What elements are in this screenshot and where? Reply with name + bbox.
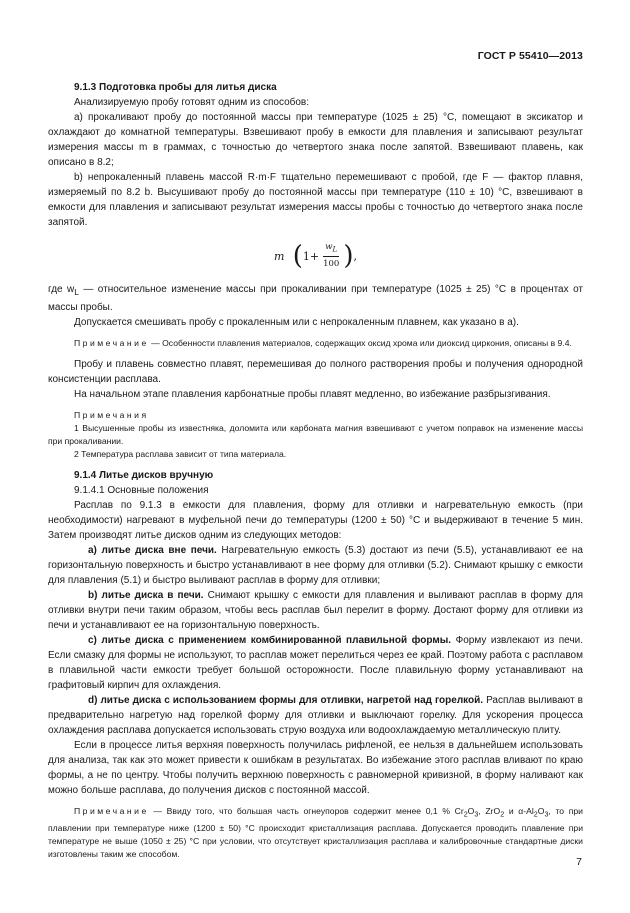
paragraph: На начальном этапе плавления карбонатные пробы плавят медленно, во избежание разбрызгивания. [74, 389, 551, 400]
paragraph: где $w_L$ — относительное изменение массы при прокаливании при температуре (1025 ± 25) °С в процентах от массы пробы. [48, 284, 583, 313]
paragraph: Расплав по 9.1.3 в емкости для плавления, форму для отливки и нагревательную емкость (при необходимости) нагревают в муфельной печи до температуры (1200 ± 50) °С и выдерживают в течение 5 мин. Затем производят литье дисков одним из следующих методов: [48, 500, 583, 541]
note-item: 2 Температура расплава зависит от типа материала. [74, 449, 287, 459]
paragraph: Если в процессе литья верхняя поверхность получилась рифленой, ее нельзя в дальнейшем использовать для анализа, так как это может привести к ошибкам в результатах. Во избежание этого расплав вливают по краю формы, а не по центру. Чтобы получить верхнюю поверхность с равномерной кривизной, в форму наливают как можно больше расплава, до получения дисков с постоянной массой. [48, 740, 583, 796]
method-a: а) литье диска вне печи. Нагревательную емкость (5.3) достают из печи (5.5), устанавливают ее на горизонтальную поверхность и быстро устанавливают в нее форму для отливки (5.2). Снимают крышку с емкости для плавления (5.1) и быстро выливают расплав в форму для отливки; [48, 545, 583, 586]
page-number: 7 [576, 856, 582, 868]
method-d: d) литье диска с использованием формы для отливки, нагретой над горелкой. Расплав выливают в предварительно нагретую над горелкой форму для отливки и выключают горелку. Для ускорения процесса охлаждения расплава допускается использовать струю воздуха или водоохлаждаемую металлическую плиту. [48, 695, 583, 736]
page-content [48, 80, 583, 861]
paragraph: Анализируемую пробу готовят одним из способов: [74, 97, 310, 108]
paragraph: b) непрокаленный плавень массой R·m·F тщательно перемешивают с пробой, где F — фактор плавня, измеряемый по 8.2 b. Высушивают пробу до постоянной массы при температуре (110 ± 10) °С, взвешивают в емкости для плавления и записывают результат измерения массы пробы с точностью до четвертого знака после запятой. [48, 172, 583, 228]
subsection-heading: 9.1.4.1 Основные положения [74, 485, 209, 496]
paragraph: Допускается смешивать пробу с прокаленным или с непрокаленным плавнем, как указано в а). [74, 317, 519, 328]
note: Примечание — Ввиду того, что большая часть огнеупоров содержит менее 0,1 % $Cr_2O_3$, ZrO$_2$ и $\alpha-Al_2O_3$, то при плавлении при температуре ниже (1200 ± 50) °С происходит кристаллизация расплава. Допускается проводить плавление при температуре не выше (1050 ± 25) °С при условии, что отсутствует кристаллизация расплава и калибровочные стандартные диски изготовлены таким же способом. [48, 806, 583, 859]
standard-header: ГОСТ Р 55410—2013 [477, 50, 583, 62]
method-c: с) литье диска с применением комбинированной плавильной формы. Форму извлекают из печи. Если смазку для формы не используют, то расплав может перелиться через ее край. Поэтому работа с расплавом в плавильной части емкости требует большой осторожности. После плавильную форму устанавливают на графитовый кирпич для охлаждения. [48, 635, 583, 691]
section-heading-9-1-4: 9.1.4 Литье дисков вручную [74, 470, 214, 481]
section-heading-9-1-3: 9.1.3 Подготовка пробы для литья диска [74, 82, 277, 93]
formula-fraction: $\frac{w_L}{100}$ [323, 241, 340, 270]
notes-label: Примечания [74, 410, 149, 420]
note: Примечание — Особенности плавления материалов, содержащих оксид хрома или диоксид циркония, описаны в 9.4. [74, 338, 572, 348]
note-item: 1 Высушенные пробы из известняка, доломита или карбоната магния взвешивают с учетом поправок на изменение массы при прокаливании. [48, 423, 583, 446]
paragraph: Пробу и плавень совместно плавят, перемешивая до полного растворения пробы и получения однородной консистенции расплава. [48, 359, 583, 385]
method-b: b) литье диска в печи. Снимают крышку с емкости для плавления и выливают расплав в форму для отливки внутри печи таким образом, чтобы весь расплав был перелит в форму. Достают форму для отливки из печи и устанавливают ее на горизонтальную поверхность. [48, 590, 584, 631]
paragraph: а) прокаливают пробу до постоянной массы при температуре (1025 ± 25) °С, помещают в эксикатор и охлаждают до комнатной температуры. Взвешивают пробу в емкости для плавления и записывают результат измерения массы m в граммах, с точностью до четвертого знака после запятой. Взвешивают плавень, как описано в 8.2; [48, 112, 583, 168]
formula: m ( 1+ $\frac{w_L}{100}$ ) , [274, 241, 357, 271]
